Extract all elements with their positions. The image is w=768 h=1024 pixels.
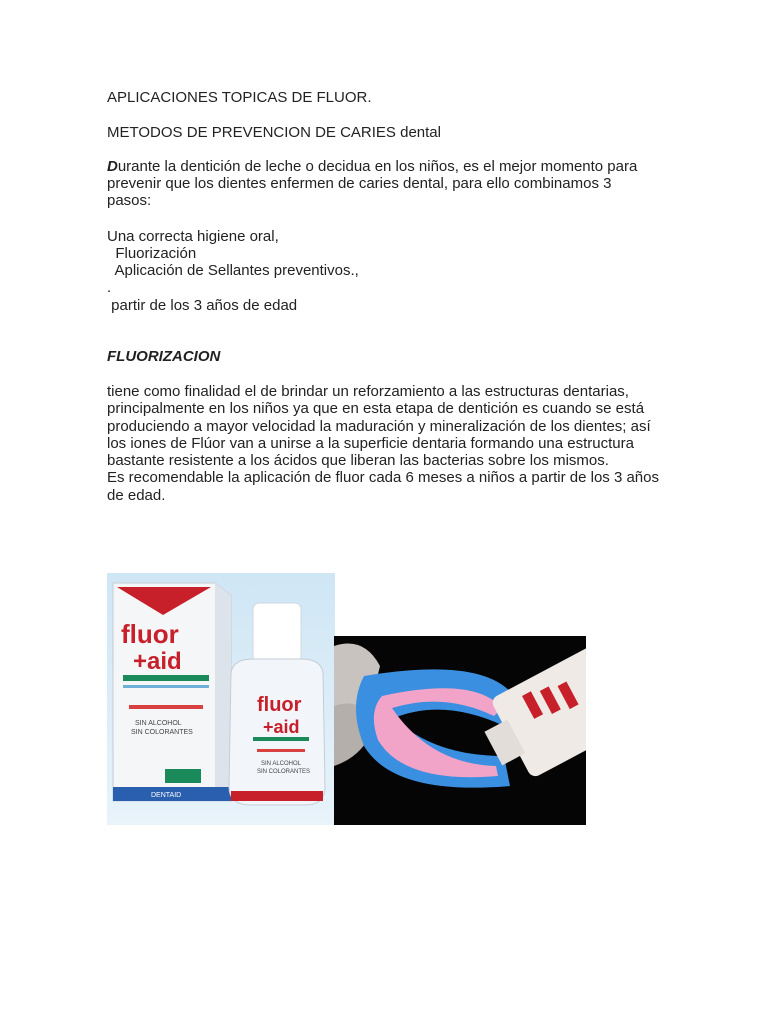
- body-line: principalmente en los niños ya que en esta etapa de dentición es cuando se está: [107, 400, 645, 417]
- bottle-sub-label-2: SIN COLORANTES: [257, 769, 311, 775]
- box-sub-label: SIN ALCOHOL: [135, 720, 182, 727]
- step-item: Fluorización: [107, 245, 197, 262]
- fluor-aid-product-photo: [107, 573, 335, 825]
- document-subtitle: METODOS DE PREVENCION DE CARIES dental: [107, 124, 441, 141]
- body-line: produciendo a mayor velocidad la maduración y mineralización de los dientes; así: [107, 418, 651, 435]
- bottle-brand-line1: fluor: [257, 694, 302, 716]
- drop-letter: D: [107, 158, 118, 175]
- box-brand-line2: +aid: [133, 648, 182, 675]
- intro-line-3: pasos:: [107, 192, 152, 209]
- box-brand-line1: fluor: [121, 619, 179, 649]
- bottle-sub-label: SIN ALCOHOL: [261, 761, 302, 767]
- body-line: los iones de Flúor van a unirse a la superficie dentaria formando una estructura: [107, 435, 634, 452]
- intro-line-2: prevenir que los dientes enfermen de caries dental, para ello combinamos 3: [107, 175, 612, 192]
- intro-line-1: [107, 158, 637, 175]
- box-maker-label: DENTAID: [151, 792, 182, 799]
- step-item: partir de los 3 años de edad: [107, 297, 298, 314]
- body-line: tiene como finalidad el de brindar un reforzamiento a las estructuras dentarias,: [107, 383, 629, 400]
- body-line: bastante resistente a los ácidos que liberan las bacterias sobre los mismos.: [107, 452, 609, 469]
- body-line: Es recomendable la aplicación de fluor cada 6 meses a niños a partir de los 3 años: [107, 469, 659, 486]
- fluoride-tray-illustration: [334, 636, 586, 825]
- fluoride-tray-photo: [334, 636, 586, 825]
- body-line: de edad.: [107, 487, 166, 504]
- section-heading: FLUORIZACION: [107, 348, 221, 365]
- document-title: APLICACIONES TOPICAS DE FLUOR.: [107, 89, 372, 106]
- box-sub-label-2: SIN COLORANTES: [131, 729, 193, 736]
- fluor-aid-product-illustration: [107, 573, 335, 825]
- step-item: Una correcta higiene oral,: [107, 228, 279, 245]
- bottle-brand-line2: +aid: [263, 717, 300, 737]
- step-item: Aplicación de Sellantes preventivos.,: [107, 262, 359, 279]
- intro-line-1-text: urante la dentición de leche o decidua en los niños, es el mejor momento para: [117, 158, 638, 175]
- step-item: .: [107, 279, 112, 296]
